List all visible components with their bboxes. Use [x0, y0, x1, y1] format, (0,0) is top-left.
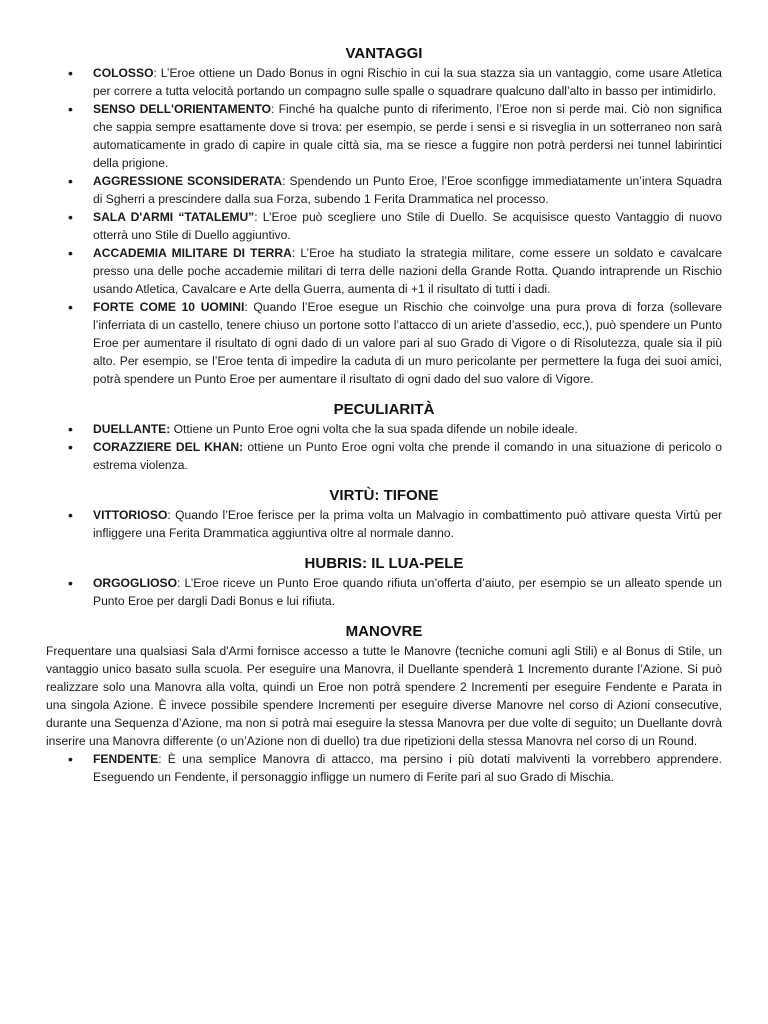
item-term: FENDENTE	[93, 752, 159, 766]
section-title-hubris: HUBRIS: IL LUA-PELE	[304, 555, 464, 572]
section-title-vantaggi: VANTAGGI	[345, 45, 423, 62]
item-term: FORTE COME 10 UOMINI	[93, 300, 245, 314]
item-text: : Spendendo un Punto Eroe, l’Eroe sconfigge immediatamente un’intera Squadra di Sgherri a prescindere dalla sua Forza, subendo 1 Ferita Drammatica nel processo.	[93, 174, 723, 206]
list-item	[46, 100, 722, 172]
list-item	[46, 574, 722, 610]
section-title-manovre: MANOVRE	[345, 623, 423, 640]
item-term: COLOSSO	[93, 66, 154, 80]
manovre-list	[46, 750, 722, 786]
list-item	[46, 172, 722, 208]
section-title-peculiarita: PECULIARITÀ	[333, 401, 435, 418]
item-text: : Quando l’Eroe esegue un Rischio che coinvolge una pura prova di forza (sollevare l’inferriata di un castello, tenere chiuso un portone sotto l’attacco di un ariete d’assedio, ecc,), può spendere un Punto Eroe per aumentare il risultato di ogni dado di un valore pari al suo Grado di Vigore o di Risolutezza, quale sia il più alto. Per esempio, se l’Eroe tenta di impedire la caduta di un muro pericolante per permettere la fuga dei suoi amici, potrà spendere un Punto Eroe per aumentare il risultato di ogni dado del suo valore di Vigore.	[93, 300, 722, 386]
list-item	[46, 208, 722, 244]
section-title-virtu: VIRTÙ: TIFONE	[329, 487, 439, 504]
hubris-list	[46, 574, 722, 610]
item-text: : Finché ha qualche punto di riferimento, l’Eroe non si perde mai. Ciò non significa che sappia sempre esattamente dove si trova: per esempio, se perde i sensi e si risveglia in un sotterraneo non sarà automaticamente in grado di capire in quale città sia, ma se riesce a fuggire non potrà perdersi nei tunnel labirintici della prigione.	[93, 102, 722, 170]
item-term: AGGRESSIONE SCONSIDERATA	[93, 174, 283, 188]
list-item	[46, 506, 722, 542]
document-page	[46, 44, 722, 786]
item-term: ORGOGLIOSO	[93, 576, 177, 590]
item-term: CORAZZIERE DEL KHAN:	[93, 440, 244, 454]
vantaggi-list	[46, 64, 722, 388]
list-item	[46, 750, 722, 786]
item-text: : L’Eroe ha studiato la strategia militare, come essere un soldato e cavalcare presso una delle poche accademie militari di terra delle nazioni della Grande Rotta. Quando intraprende un Rischio usando Atletica, Cavalcare e Arte della Guerra, aumenta di +1 il risultato di tutti i dadi.	[93, 246, 722, 296]
virtu-list	[46, 506, 722, 542]
list-item	[46, 64, 722, 100]
item-term: SENSO DELL'ORIENTAMENTO	[93, 102, 272, 116]
item-text: : L’Eroe riceve un Punto Eroe quando rifiuta un’offerta d’aiuto, per esempio se un alleato spende un Punto Eroe per dargli Dadi Bonus e lui rifiuta.	[93, 576, 722, 608]
item-text: : Quando l’Eroe ferisce per la prima volta un Malvagio in combattimento può attivare questa Virtù per infliggere una Ferita Drammatica aggiuntiva oltre al normale danno.	[93, 508, 722, 540]
item-term: SALA D'ARMI “TATALEMU”	[93, 210, 255, 224]
item-text: : L’Eroe può scegliere uno Stile di Duello. Se acquisisce questo Vantaggio di nuovo otterrà uno Stile di Duello aggiuntivo.	[93, 210, 722, 242]
item-term: DUELLANTE:	[93, 422, 171, 436]
list-item	[46, 244, 722, 298]
list-item	[46, 438, 722, 474]
item-term: VITTORIOSO	[93, 508, 168, 522]
item-term: ACCADEMIA MILITARE DI TERRA	[93, 246, 292, 260]
list-item	[46, 298, 722, 388]
peculiarita-list	[46, 420, 722, 474]
manovre-paragraph: Frequentare una qualsiasi Sala d'Armi fornisce accesso a tutte le Manovre (tecniche comuni agli Stili) e al Bonus di Stile, un vantaggio unico basato sulla scuola. Per eseguire una Manovra, il Duellante spenderà 1 Incremento durante l’Azione. Si può realizzare solo una Manovra alla volta, quindi un Eroe non potrà spendere 2 Incrementi per eseguire Fendente e Parata in una singola Azione. È invece possibile spendere Incrementi per eseguire diverse Manovre nel corso di Azioni consecutive, durante una Sequenza d’Azione, ma non si potrà mai eseguire la stessa Manovra per due volte di seguito; un Duellante dovrà inserire una Manovra differente (o un’Azione non di duello) tra due ripetizioni della stessa Manovra nel corso di un Round.	[46, 644, 722, 748]
item-text: : È una semplice Manovra di attacco, ma persino i più dotati malviventi la vorrebbero apprendere. Eseguendo un Fendente, il personaggio infligge un numero di Ferite pari al suo Grado di Mischia.	[93, 752, 722, 784]
item-text: ottiene un Punto Eroe ogni volta che prende il comando in una situazione di pericolo o estrema violenza.	[93, 440, 723, 472]
item-text: Ottiene un Punto Eroe ogni volta che la sua spada difende un nobile ideale.	[170, 422, 578, 436]
list-item	[46, 420, 722, 438]
item-text: : L’Eroe ottiene un Dado Bonus in ogni Rischio in cui la sua stazza sia un vantaggio, come usare Atletica per correre a tutta velocità portando un compagno sulle spalle o squadrare qualcuno dall’alto in basso per intimidirlo.	[93, 66, 722, 98]
